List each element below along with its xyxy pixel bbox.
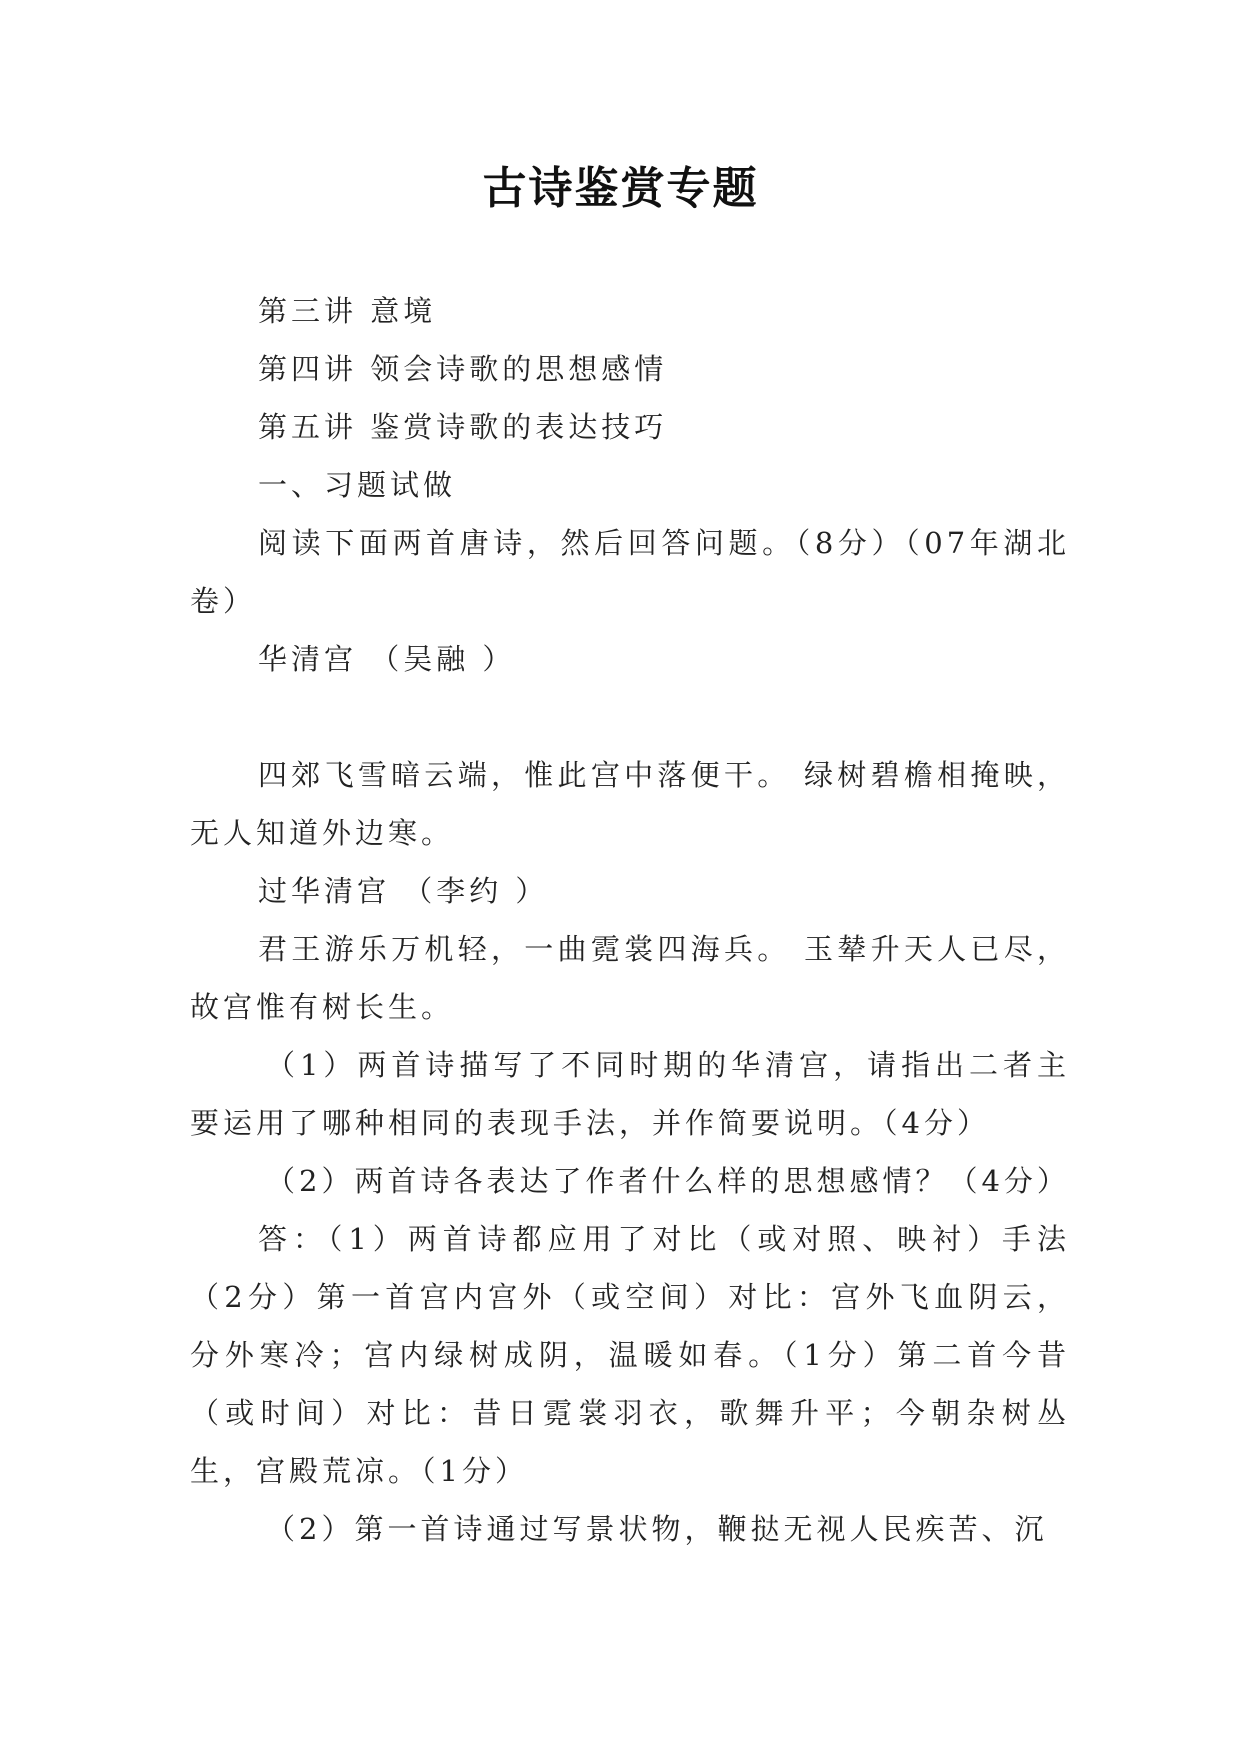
section-heading: 一、习题试做	[258, 468, 457, 502]
blank-line	[190, 688, 1070, 746]
answer-one: 答：（1）两首诗都应用了对比（或对照、映衬）手法（2分）第一首宫内宫外（或空间）对比：宫外飞血阴云，分外寒冷；宫内绿树成阴，温暖如春。（1分）第二首今昔（或时间）对比：昔日霓裳羽衣，歌舞升平；今朝杂树丛生，宫殿荒凉。（1分）	[190, 1222, 1070, 1488]
poem-one-title: 华清宫 （吴融 ）	[258, 642, 516, 676]
instruction: 阅读下面两首唐诗，然后回答问题。（8分）（07年湖北卷）	[190, 526, 1070, 618]
question-two: （2）两首诗各表达了作者什么样的思想感情？（4分）	[266, 1164, 1070, 1198]
poem-two-title: 过华清宫 （李约 ）	[258, 874, 549, 908]
question-one: （1）两首诗描写了不同时期的华清宫，请指出二者主要运用了哪种相同的表现手法，并作简要说明。（4分）	[190, 1048, 1070, 1140]
poem-two-text: 君王游乐万机轻，一曲霓裳四海兵。 玉辇升天人已尽，故宫惟有树长生。	[190, 932, 1070, 1024]
lecture-four: 第四讲 领会诗歌的思想感情	[258, 352, 668, 386]
poem-one-text: 四郊飞雪暗云端，惟此宫中落便干。 绿树碧檐相掩映，无人知道外边寒。	[190, 758, 1070, 850]
document-title: 古诗鉴赏专题	[482, 163, 759, 214]
answer-two: （2）第一首诗通过写景状物，鞭挞无视人民疾苦、沉	[266, 1512, 1048, 1546]
document-body	[190, 282, 1070, 1558]
lecture-five: 第五讲 鉴赏诗歌的表达技巧	[258, 410, 668, 444]
lecture-three: 第三讲 意境	[258, 294, 437, 328]
